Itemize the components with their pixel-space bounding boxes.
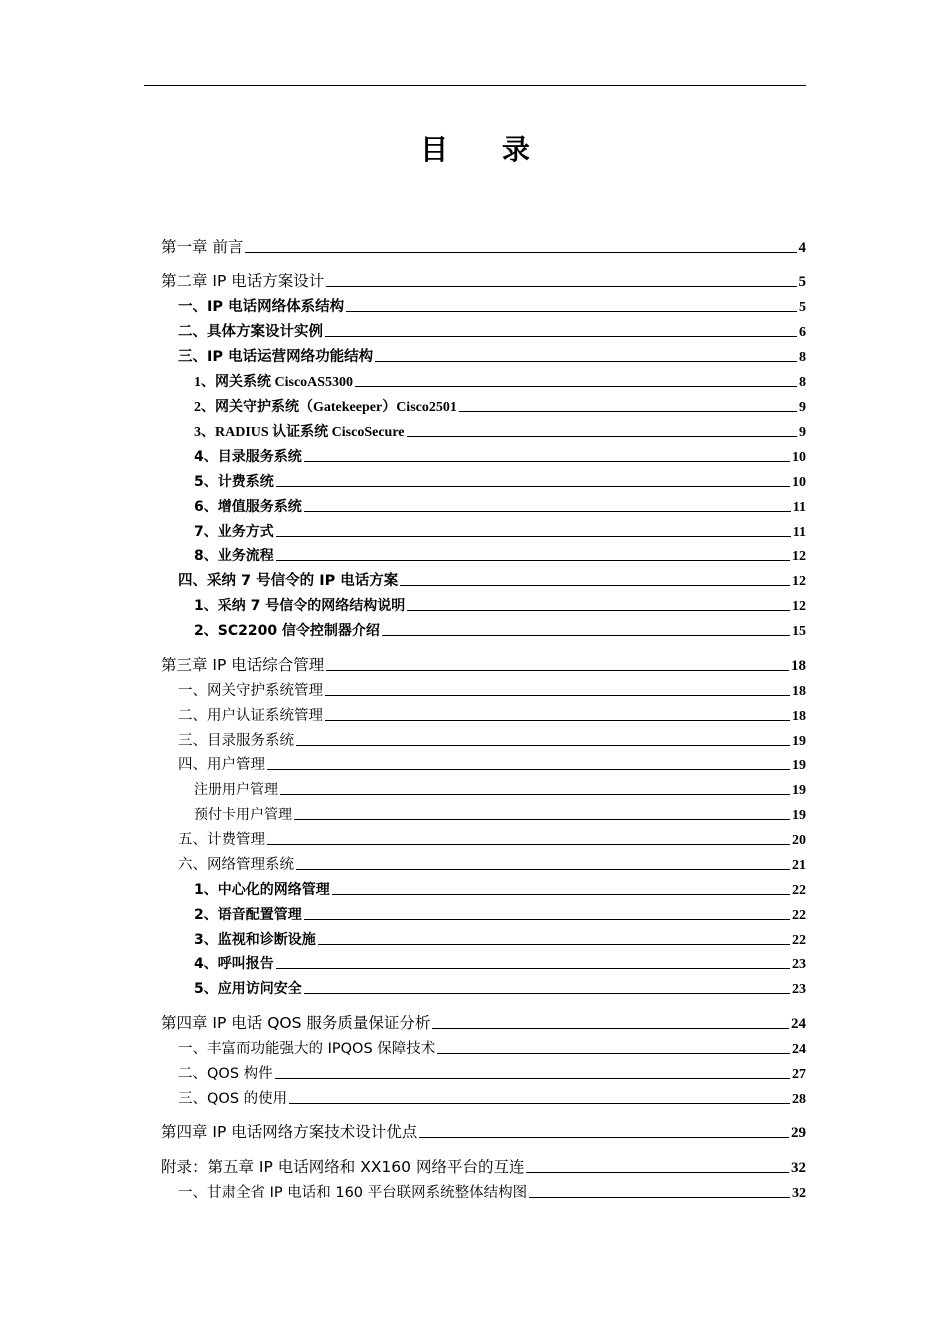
toc-page: 27 <box>792 1067 806 1082</box>
toc-label: 三、IP 电话运营网络功能结构 <box>178 349 374 365</box>
toc-label: 第二章 IP 电话方案设计 <box>161 272 325 290</box>
toc-entry[interactable] <box>194 444 806 466</box>
toc-page: 12 <box>792 599 806 614</box>
toc-leader <box>275 1078 790 1079</box>
toc-page: 22 <box>792 908 806 923</box>
toc-page: 24 <box>792 1042 806 1057</box>
toc-leader <box>318 944 790 945</box>
toc-leader <box>459 411 797 412</box>
toc-label: 预付卡用户管理 <box>194 807 292 823</box>
toc-page: 20 <box>792 833 806 848</box>
toc-page: 9 <box>799 425 806 440</box>
toc-label: 3、RADIUS 认证系统 CiscoSecure <box>194 425 405 440</box>
toc-label: 六、网络管理系统 <box>178 857 294 873</box>
toc-entry[interactable] <box>161 653 806 675</box>
toc-label: 一、丰富而功能强大的 IPQOS 保障技术 <box>178 1041 436 1057</box>
toc-page: 19 <box>792 808 806 823</box>
toc-leader <box>289 1103 790 1104</box>
toc-leader <box>294 819 790 820</box>
toc-entry[interactable] <box>194 394 806 416</box>
toc-page: 18 <box>792 684 806 699</box>
toc-label: 3、监视和诊断设施 <box>194 932 316 948</box>
toc-entry[interactable] <box>178 752 806 774</box>
toc-entry[interactable] <box>194 927 806 949</box>
toc-label: 二、用户认证系统管理 <box>178 708 323 724</box>
toc-page: 11 <box>792 525 806 540</box>
toc-page: 23 <box>792 957 806 972</box>
toc-leader <box>276 486 790 487</box>
toc-page: 18 <box>792 709 806 724</box>
toc-page: 5 <box>799 300 806 315</box>
toc-leader <box>355 386 797 387</box>
toc-leader <box>419 1137 789 1138</box>
toc-page: 12 <box>792 549 806 564</box>
toc-entry[interactable] <box>178 703 806 725</box>
toc-leader <box>325 695 790 696</box>
toc-leader <box>276 536 791 537</box>
toc-entry[interactable] <box>194 494 806 516</box>
toc-page: 19 <box>792 783 806 798</box>
toc-entry[interactable] <box>161 235 806 257</box>
toc-leader <box>267 769 790 770</box>
toc-entry[interactable] <box>178 1036 806 1058</box>
toc-page: 28 <box>792 1092 806 1107</box>
toc-leader <box>326 286 796 287</box>
toc-leader <box>432 1028 789 1029</box>
toc-label: 五、计费管理 <box>178 832 265 848</box>
toc-entry[interactable] <box>178 1061 806 1083</box>
toc-leader <box>276 560 790 561</box>
toc-label: 附录：第五章 IP 电话网络和 XX160 网络平台的互连 <box>161 1158 525 1176</box>
toc-page: 19 <box>792 734 806 749</box>
toc-label: 二、QOS 构件 <box>178 1066 273 1082</box>
toc-page: 23 <box>792 982 806 997</box>
toc-entry[interactable] <box>178 1180 806 1202</box>
toc-entry[interactable] <box>178 728 806 750</box>
toc-leader <box>400 585 790 586</box>
toc-leader <box>304 919 790 920</box>
toc-page: 32 <box>792 1186 806 1201</box>
toc-entry[interactable] <box>194 976 806 998</box>
toc-label: 1、中心化的网络管理 <box>194 882 330 898</box>
toc-entry[interactable] <box>194 543 806 565</box>
toc-label: 注册用户管理 <box>194 782 278 798</box>
toc-label: 一、甘肃全省 IP 电话和 160 平台联网系统整体结构图 <box>178 1185 528 1201</box>
toc-leader <box>382 635 790 636</box>
toc-page: 21 <box>792 858 806 873</box>
toc-leader <box>304 511 791 512</box>
toc-leader <box>346 311 797 312</box>
toc-label: 1、网关系统 CiscoAS5300 <box>194 375 354 390</box>
toc-page: 15 <box>792 624 806 639</box>
toc-page: 22 <box>792 883 806 898</box>
toc-page: 19 <box>792 758 806 773</box>
toc-entry[interactable] <box>178 827 806 849</box>
toc-page: 29 <box>791 1125 806 1141</box>
toc-entry[interactable] <box>161 1120 806 1142</box>
toc-label: 6、增值服务系统 <box>194 499 302 515</box>
toc-page: 24 <box>791 1016 806 1032</box>
toc-label: 四、采纳 7 号信令的 IP 电话方案 <box>178 573 399 589</box>
toc-entry[interactable] <box>194 519 806 541</box>
toc-entry[interactable] <box>194 877 806 899</box>
toc-leader <box>407 436 797 437</box>
toc-entry[interactable] <box>161 269 806 291</box>
toc-label: 2、网关守护系统（Gatekeeper）Cisco2501 <box>194 400 457 415</box>
toc-label: 一、网关守护系统管理 <box>178 683 323 699</box>
toc-label: 二、具体方案设计实例 <box>178 324 323 340</box>
toc-leader <box>296 869 790 870</box>
toc-leader <box>267 844 790 845</box>
toc-entry[interactable] <box>194 419 806 441</box>
toc-label: 5、计费系统 <box>194 474 274 490</box>
toc-leader <box>276 968 790 969</box>
toc-leader <box>280 794 790 795</box>
toc-label: 三、QOS 的使用 <box>178 1091 288 1107</box>
toc-entry[interactable] <box>178 319 806 341</box>
toc-page: 4 <box>798 240 806 256</box>
toc-entry[interactable] <box>161 1011 806 1033</box>
toc-label: 8、业务流程 <box>194 548 274 564</box>
toc-label: 2、语音配置管理 <box>194 907 302 923</box>
toc-entry[interactable] <box>194 777 806 799</box>
toc-leader <box>332 894 790 895</box>
toc-leader <box>407 610 790 611</box>
toc-leader <box>529 1197 790 1198</box>
toc-label: 第一章 前言 <box>161 238 244 256</box>
toc-page: 5 <box>798 274 806 290</box>
toc-leader <box>296 745 790 746</box>
toc-entry[interactable] <box>194 618 806 640</box>
toc-leader <box>304 461 790 462</box>
toc-entry[interactable] <box>161 1155 806 1177</box>
toc-label: 四、用户管理 <box>178 757 265 773</box>
toc-leader <box>326 670 789 671</box>
toc-entry[interactable] <box>178 852 806 874</box>
toc-leader <box>304 993 790 994</box>
toc-label: 7、业务方式 <box>194 524 274 540</box>
toc-entry[interactable] <box>178 294 806 316</box>
toc-page: 6 <box>799 325 806 340</box>
toc-leader <box>325 336 797 337</box>
toc-leader <box>375 361 797 362</box>
toc-leader <box>325 720 790 721</box>
toc-label: 4、目录服务系统 <box>194 449 302 465</box>
toc-entry[interactable] <box>194 469 806 491</box>
toc-entry[interactable] <box>194 593 806 615</box>
toc-page: 18 <box>791 658 806 674</box>
toc-entry[interactable] <box>178 568 806 590</box>
toc-entry[interactable] <box>194 369 806 391</box>
toc-label: 三、目录服务系统 <box>178 733 294 749</box>
header-rule <box>144 85 806 86</box>
toc-entry[interactable] <box>178 344 806 366</box>
toc-page: 8 <box>799 375 806 390</box>
toc-page: 22 <box>792 933 806 948</box>
toc-page: 11 <box>792 500 806 515</box>
toc-page: 9 <box>799 400 806 415</box>
toc-label: 第三章 IP 电话综合管理 <box>161 656 325 674</box>
toc-entry[interactable] <box>194 802 806 824</box>
toc-label: 一、IP 电话网络体系结构 <box>178 299 345 315</box>
toc-page: 12 <box>792 574 806 589</box>
toc-entry[interactable] <box>194 902 806 924</box>
toc-label: 2、SC2200 信令控制器介绍 <box>194 623 380 639</box>
toc-page: 10 <box>792 450 806 465</box>
toc-label: 1、采纳 7 号信令的网络结构说明 <box>194 598 406 614</box>
toc-label: 第四章 IP 电话 QOS 服务质量保证分析 <box>161 1014 431 1032</box>
toc-entry[interactable] <box>178 678 806 700</box>
toc-label: 第四章 IP 电话网络方案技术设计优点 <box>161 1123 418 1141</box>
toc-page: 32 <box>791 1160 806 1176</box>
toc-leader <box>437 1053 790 1054</box>
toc-leader <box>526 1172 789 1173</box>
toc-page: 8 <box>799 350 806 365</box>
toc-entry[interactable] <box>178 1086 806 1108</box>
toc-entry[interactable] <box>194 951 806 973</box>
page-title: 目 录 <box>420 133 552 166</box>
toc-leader <box>245 252 796 253</box>
toc-page: 10 <box>792 475 806 490</box>
toc-label: 5、应用访问安全 <box>194 981 302 997</box>
toc-label: 4、呼叫报告 <box>194 956 274 972</box>
